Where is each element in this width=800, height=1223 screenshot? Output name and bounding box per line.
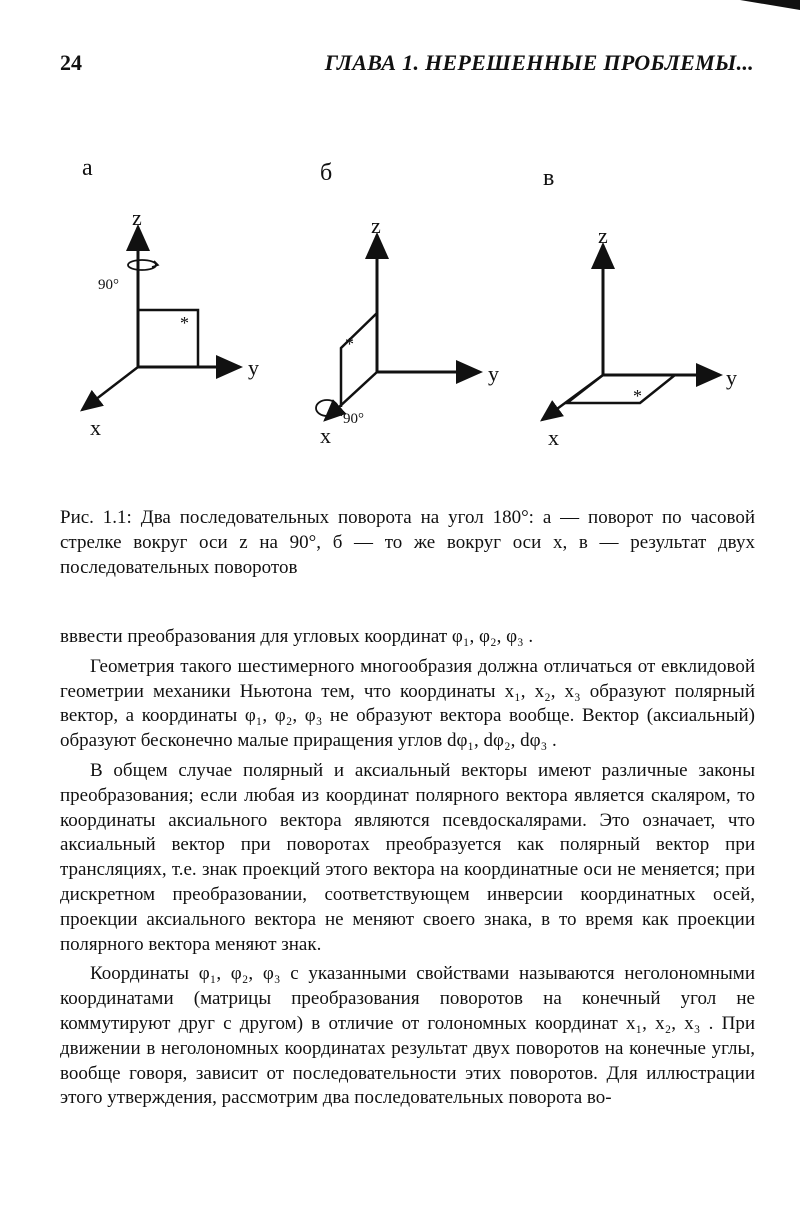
panel-a-diagram (70, 205, 280, 445)
figure-caption: Рис. 1.1: Два последовательных поворота на угол 180°: а — поворот по часовой стрелке вокруг оси z на 90°, б — то же вокруг оси x, в — результат двух последовательных поворотов (60, 507, 755, 578)
x-axis-label: x (90, 415, 101, 440)
x-axis (82, 367, 138, 410)
z-axis-label: z (371, 213, 381, 238)
marker-star: * (633, 386, 642, 406)
paragraph: Координаты φ₁, φ₂, φ₃ с указанными свойствами называются неголономными координатами (матрицы преобразования поворотов на конечный угол не коммутируют друг с другом) в отличие от голономных координат x₁, x₂, x₃ . При движении в неголономных координатах результат двух поворотов на конечные углы, вообще говоря, зависит от последовательности этих поворотов. Для иллюстрации этого утверждения, рассмотрим два последовательных поворота во- (60, 963, 755, 1109)
panel-label-b: б (320, 160, 333, 186)
figure-panel-c (530, 225, 760, 455)
running-head (60, 50, 754, 80)
z-axis-label: z (132, 205, 142, 230)
angle-label: 90° (98, 277, 119, 293)
rotation-arrow-icon (128, 260, 156, 270)
figure-panel-b (305, 215, 515, 455)
paragraph: Геометрия такого шестимерного многообразия должна отличаться от евклидовой геометрии механики Ньютона тем, что координаты x₁, x₂, x₃ образуют полярный вектор, а координаты φ₁, φ₂, φ₃ не образуют вектора вообще. Вектор (аксиальный) образуют бесконечно малые приращения углов dφ₁, dφ₂, dφ₃ . (60, 655, 755, 752)
panel-label-c: в (543, 165, 555, 191)
y-axis-label: y (248, 355, 259, 380)
square-plate (567, 375, 675, 403)
panel-b-diagram (305, 215, 515, 455)
marker-star: * (345, 334, 354, 354)
rotation-arrow-icon (316, 400, 338, 416)
page-number: 24 (60, 50, 82, 75)
body-text (60, 625, 755, 1116)
chapter-title: ГЛАВА 1. НЕРЕШЕННЫЕ ПРОБЛЕМЫ... (324, 50, 754, 75)
figure-panel-a (70, 205, 280, 445)
scan-corner-mark (740, 0, 800, 10)
square-plate (138, 310, 198, 367)
panel-label-a: а (82, 155, 93, 181)
x-axis-label: x (548, 425, 559, 450)
y-axis-label: y (488, 361, 499, 386)
angle-label: 90° (343, 411, 364, 427)
paragraph-continuation: вввести преобразования для угловых координат φ₁, φ₂, φ₃ . (60, 626, 534, 647)
x-axis-label: x (320, 423, 331, 448)
panel-c-diagram (530, 225, 760, 455)
y-axis-label: y (726, 365, 737, 390)
paragraph: В общем случае полярный и аксиальный векторы имеют различные законы преобразования; если любая из координат полярного вектора является скаляром, то координаты аксиального вектора являются псевдоскалярами. Это означает, что аксиальный вектор при поворотах преобразуется как полярный вектор при трансляциях, т.е. знак проекций этого вектора на координатные оси не меняется; при дискретном преобразовании, соответствующем инверсии координатных осей, проекции аксиального вектора не меняют своего знака, в то время как проекции полярного вектора меняют знак. (60, 759, 755, 955)
z-axis-label: z (598, 223, 608, 248)
marker-star: * (180, 313, 189, 333)
square-plate (341, 313, 377, 407)
